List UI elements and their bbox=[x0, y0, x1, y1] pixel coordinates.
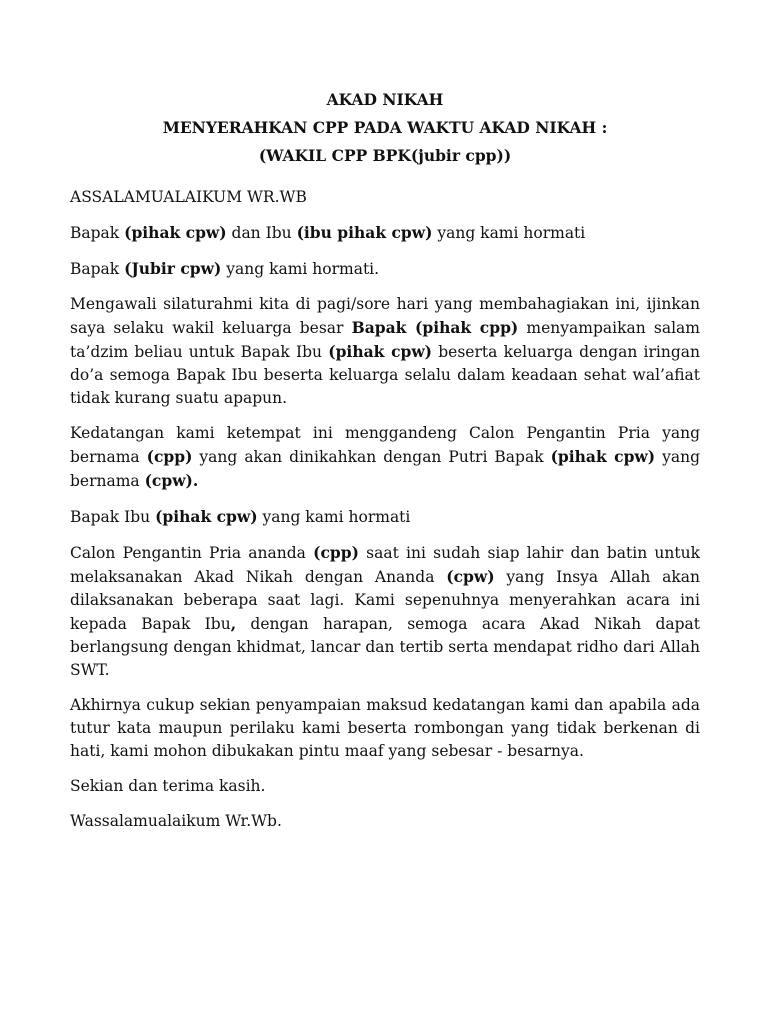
bold-text-run: (pihak cpw) bbox=[124, 223, 227, 242]
text-run: yang kami hormati. bbox=[221, 260, 380, 278]
document-page bbox=[70, 88, 700, 845]
text-run: saat ini sudah siap lahir dan batin untuk melaksanakan Akad Nikah dengan Ananda bbox=[70, 544, 701, 586]
text-run: beserta keluarga dengan iringan do’a semoga Bapak Ibu beserta keluarga selalu dalam keadaan sehat wal’afiat tidak kurang suatu apapun. bbox=[70, 343, 701, 407]
body-paragraph bbox=[70, 541, 700, 682]
bold-text-run: (cpw). bbox=[144, 471, 199, 490]
body-paragraph bbox=[70, 810, 700, 833]
text-run: ASSALAMUALAIKUM WR.WB bbox=[70, 188, 307, 206]
text-run: Bapak bbox=[70, 260, 125, 278]
text-run: dengan harapan, semoga acara Akad Nikah dapat berlangsung dengan khidmat, lancar dan tertib serta mendapat ridho dari Allah SWT. bbox=[70, 615, 700, 679]
text-run: Bapak bbox=[70, 224, 125, 242]
document-title: AKAD NIKAH bbox=[326, 90, 444, 109]
bold-text-run: (Jubir cpw) bbox=[124, 259, 222, 278]
body-paragraph bbox=[70, 694, 700, 763]
body-paragraph bbox=[70, 221, 700, 245]
text-run: menyampaikan salam ta’dzim beliau untuk Bapak Ibu bbox=[70, 319, 700, 361]
body-paragraph bbox=[70, 775, 700, 798]
text-run: Sekian dan terima kasih. bbox=[70, 777, 266, 795]
body-paragraph bbox=[70, 257, 700, 281]
text-run: Mengawali silaturahmi kita di pagi/sore hari yang membahagiakan ini, ijinkan saya selaku wakil keluarga besar bbox=[70, 295, 700, 337]
body-paragraph bbox=[70, 505, 700, 529]
text-run: Bapak Ibu bbox=[70, 508, 156, 526]
document-subtitle: MENYERAHKAN CPP PADA WAKTU AKAD NIKAH : bbox=[162, 118, 608, 137]
bold-text-run: (pihak cpw) bbox=[328, 342, 433, 361]
bold-text-run: Bapak (pihak cpp) bbox=[351, 318, 519, 337]
document-speaker-line: (WAKIL CPP BPK(jubir cpp)) bbox=[258, 146, 512, 165]
body-paragraph bbox=[70, 186, 700, 209]
bold-text-run: (pihak cpw) bbox=[155, 507, 258, 526]
text-run: yang bernama bbox=[70, 448, 700, 490]
bold-text-run: (ibu pihak cpw) bbox=[296, 223, 433, 242]
body-paragraph bbox=[70, 422, 700, 493]
text-run: yang kami hormati bbox=[257, 508, 411, 526]
document-title-block bbox=[70, 88, 700, 168]
text-run: Wassalamualaikum Wr.Wb. bbox=[70, 812, 282, 830]
bold-text-run: (pihak cpw) bbox=[550, 447, 656, 466]
document-body bbox=[70, 186, 700, 833]
bold-text-run: (cpp) bbox=[146, 447, 193, 466]
bold-text-run: (cpw) bbox=[446, 567, 495, 586]
text-run: dan Ibu bbox=[226, 224, 297, 242]
bold-text-run: , bbox=[230, 614, 237, 633]
text-run: Calon Pengantin Pria ananda bbox=[70, 544, 314, 562]
body-paragraph bbox=[70, 293, 700, 410]
text-run: yang Insya Allah akan dilaksanakan beberapa saat lagi. Kami sepenuhnya menyerahkan acara ini kepada Bapak Ibu bbox=[70, 568, 700, 633]
text-run: Kedatangan kami ketempat ini menggandeng Calon Pengantin Pria yang bernama bbox=[70, 424, 700, 466]
text-run: yang akan dinikahkan dengan Putri Bapak bbox=[192, 448, 551, 466]
bold-text-run: (cpp) bbox=[313, 543, 359, 562]
text-run: yang kami hormati bbox=[432, 224, 586, 242]
text-run: Akhirnya cukup sekian penyampaian maksud kedatangan kami dan apabila ada tutur kata maupun perilaku kami beserta rombongan yang tidak berkenan di hati, kami mohon dibukakan pintu maaf yang sebesar - besarnya. bbox=[70, 696, 700, 760]
